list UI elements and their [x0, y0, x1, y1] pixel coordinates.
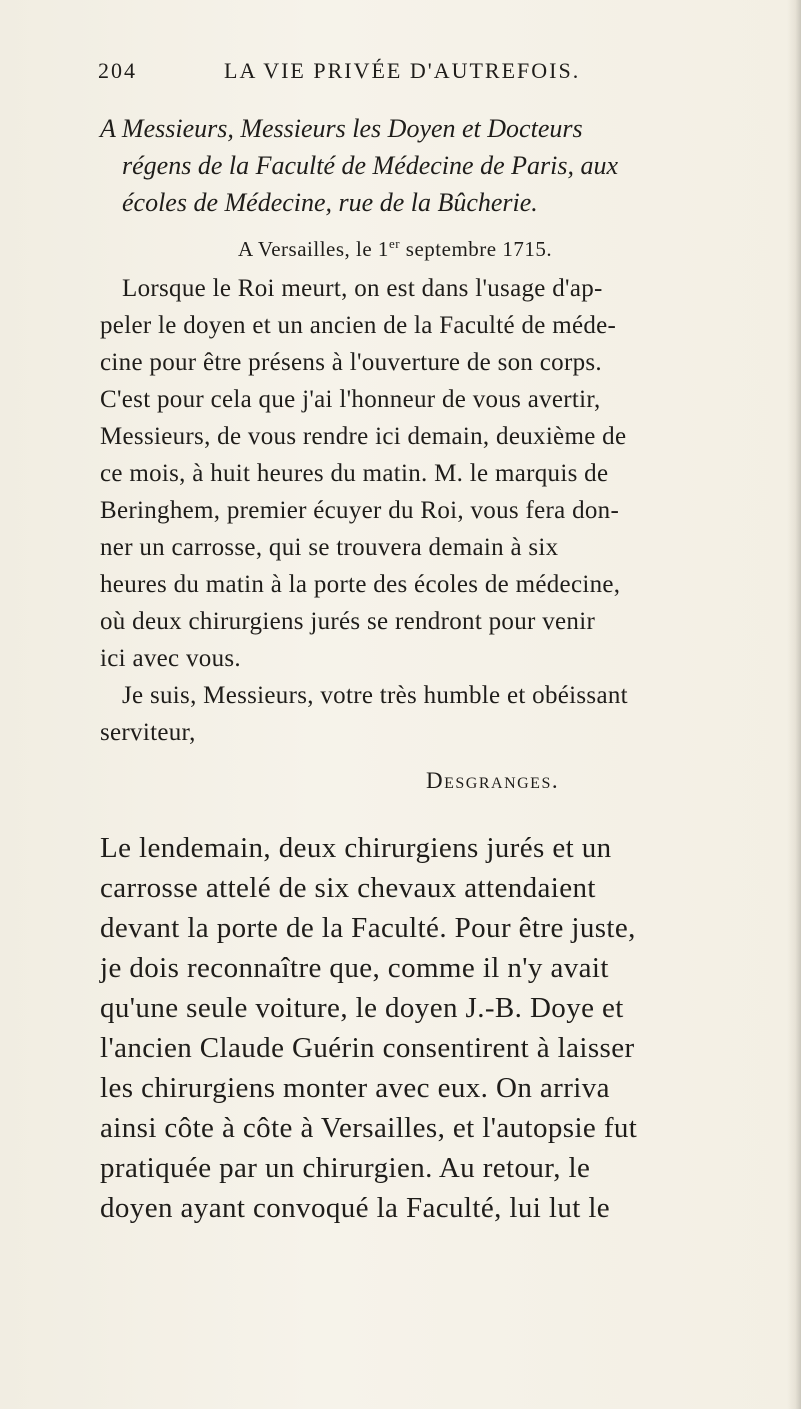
dateline-ordinal: er: [388, 236, 401, 251]
dateline-date: septembre 1715.: [400, 237, 553, 261]
narrative-line: je dois reconnaître que, comme il n'y avait: [100, 952, 609, 984]
letter-address: [100, 110, 720, 221]
letter-dateline: [238, 236, 801, 262]
narrative-line: devant la porte de la Faculté. Pour être juste,: [100, 912, 636, 944]
address-line: écoles de Médecine, rue de la Bûcherie.: [122, 188, 538, 217]
letter-line: Je suis, Messieurs, votre très humble et obéissant: [122, 682, 628, 709]
narrative-line: qu'une seule voiture, le doyen J.-B. Doye et: [100, 992, 624, 1024]
narrative-line: les chirurgiens monter avec eux. On arriva: [100, 1072, 610, 1104]
address-line: régens de la Faculté de Médecine de Paris, aux: [122, 151, 618, 180]
letter-line: ici avec vous.: [100, 645, 241, 672]
letter-line: Beringhem, premier écuyer du Roi, vous fera don-: [100, 497, 620, 524]
letter-line: ce mois, à huit heures du matin. M. le marquis de: [100, 460, 609, 487]
letter-line: Lorsque le Roi meurt, on est dans l'usage d'ap-: [122, 275, 603, 302]
narrative-line: doyen ayant convoqué la Faculté, lui lut le: [100, 1192, 611, 1224]
letter-line: cine pour être présens à l'ouverture de son corps.: [100, 349, 602, 376]
running-head: [98, 58, 658, 92]
narrative-line: Le lendemain, deux chirurgiens jurés et un: [100, 832, 612, 864]
letter-line: C'est pour cela que j'ai l'honneur de vous avertir,: [100, 386, 601, 413]
letter-line: serviteur,: [100, 719, 196, 746]
letter-line: peler le doyen et un ancien de la Faculté de méde-: [100, 312, 617, 339]
page-edge-shadow: [787, 0, 801, 1409]
running-title: LA VIE PRIVÉE D'AUTREFOIS.: [224, 58, 581, 83]
letter-line: heures du matin à la porte des écoles de médecine,: [100, 571, 621, 598]
letter-signature: Desgranges.: [426, 768, 560, 793]
narrative-paragraph: [100, 828, 720, 1228]
narrative-line: ainsi côte à côte à Versailles, et l'autopsie fut: [100, 1112, 638, 1144]
dateline-place: A Versailles, le 1: [238, 237, 389, 261]
page-number: 204: [98, 58, 137, 83]
letter-line: où deux chirurgiens jurés se rendront pour venir: [100, 608, 596, 635]
narrative-line: carrosse attelé de six chevaux attendaient: [100, 872, 596, 904]
letter-body: [100, 270, 720, 751]
address-line: A Messieurs, Messieurs les Doyen et Docteurs: [100, 114, 583, 143]
narrative-line: pratiquée par un chirurgien. Au retour, le: [100, 1152, 591, 1184]
letter-line: ner un carrosse, qui se trouvera demain à six: [100, 534, 559, 561]
letter-line: Messieurs, de vous rendre ici demain, deuxième de: [100, 423, 627, 450]
narrative-line: l'ancien Claude Guérin consentirent à laisser: [100, 1032, 635, 1064]
